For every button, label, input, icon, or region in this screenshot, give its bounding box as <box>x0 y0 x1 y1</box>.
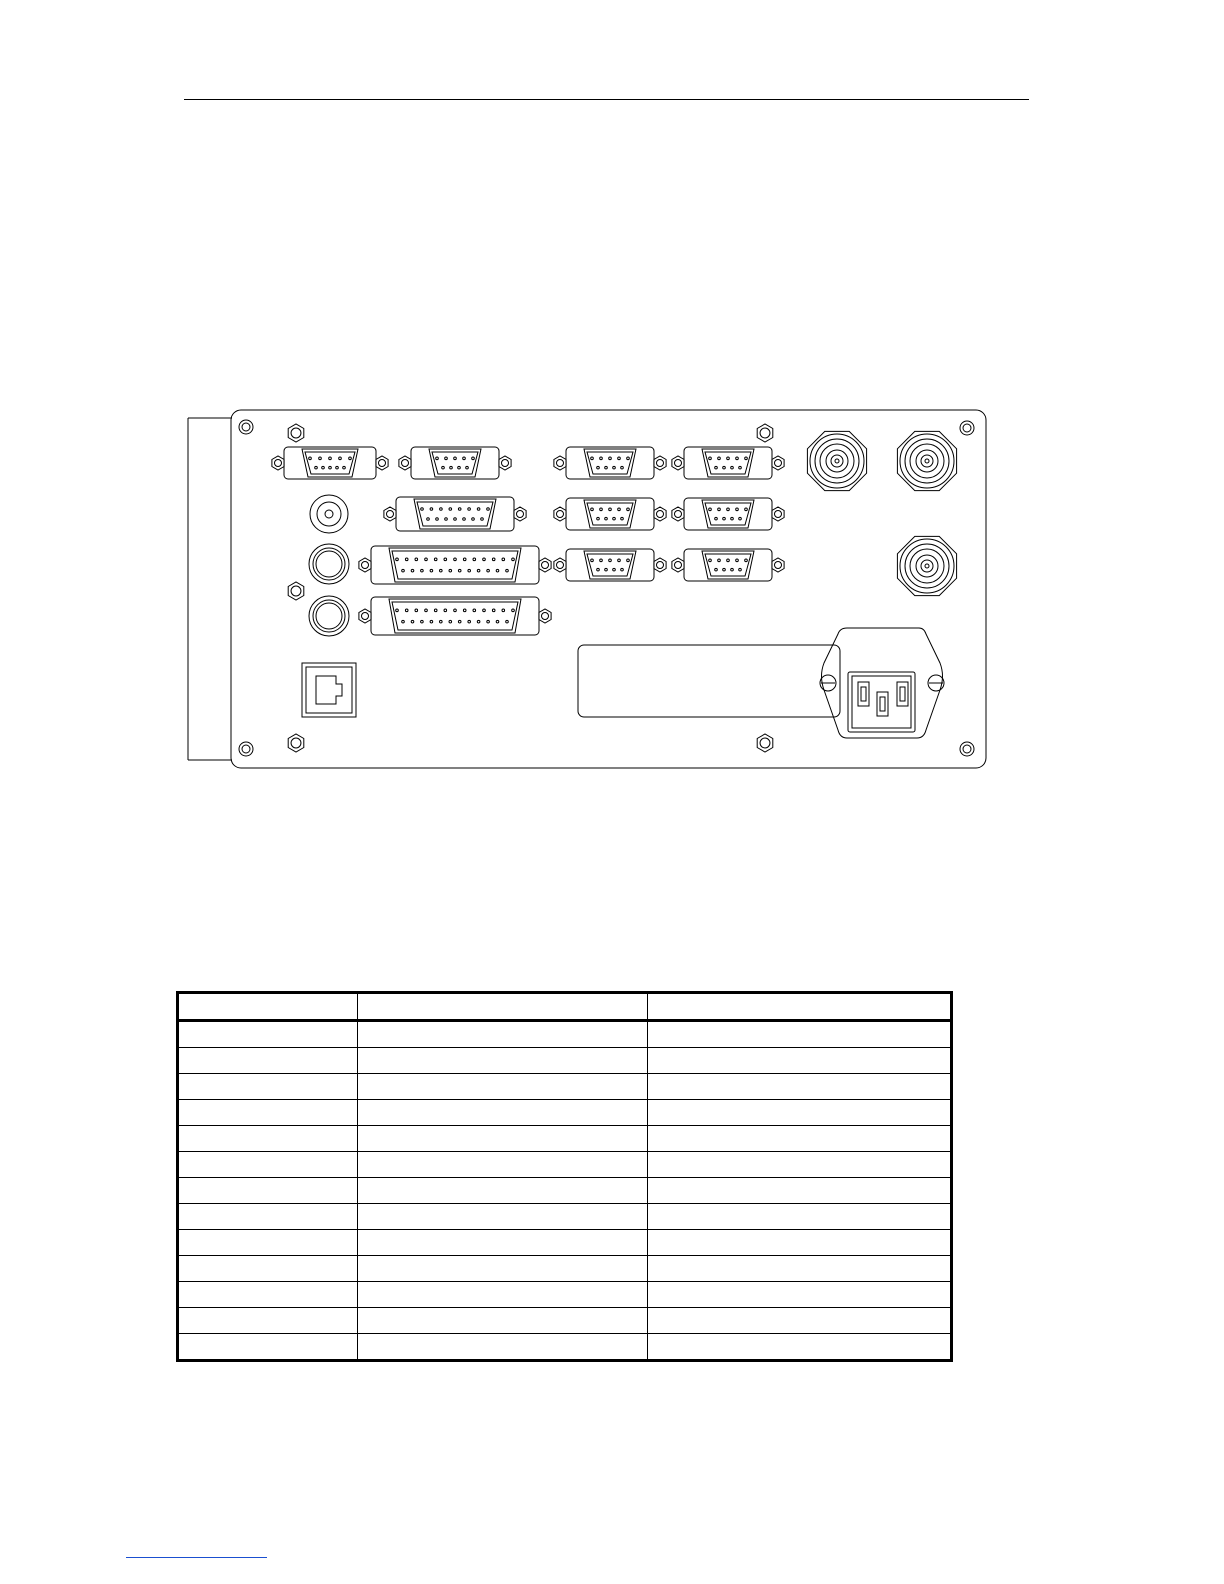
rf-connector <box>807 431 866 490</box>
table-header-cell <box>178 993 358 1021</box>
table-row <box>178 1256 952 1282</box>
table-cell <box>358 1334 648 1361</box>
table-row <box>178 1048 952 1074</box>
table-row <box>178 1334 952 1361</box>
header-rule <box>184 99 1029 100</box>
table-header-row <box>178 993 952 1021</box>
table-row <box>178 1308 952 1334</box>
table-cell <box>358 1178 648 1204</box>
table-cell <box>178 1074 358 1100</box>
rear-panel-drawing <box>180 404 995 774</box>
hex-standoff <box>757 424 773 442</box>
table-cell <box>648 1282 952 1308</box>
table-cell <box>358 1230 648 1256</box>
label-plate <box>578 645 840 717</box>
table-cell <box>178 1256 358 1282</box>
table-cell <box>648 1204 952 1230</box>
db9-connector <box>399 447 511 479</box>
table-cell <box>648 1178 952 1204</box>
table-row <box>178 1178 952 1204</box>
table-row <box>178 1074 952 1100</box>
hex-standoff <box>288 424 304 442</box>
table-cell <box>178 1178 358 1204</box>
panel-screw <box>239 420 253 434</box>
table-row <box>178 1204 952 1230</box>
table-cell <box>178 1100 358 1126</box>
table-cell <box>178 1021 358 1048</box>
rf-connector <box>897 431 956 490</box>
table-cell <box>648 1100 952 1126</box>
hex-standoff <box>288 582 304 600</box>
table-row <box>178 1152 952 1178</box>
panel-outline <box>231 410 986 768</box>
hex-standoff <box>288 734 304 752</box>
table-cell <box>358 1100 648 1126</box>
table-cell <box>648 1074 952 1100</box>
table-cell <box>178 1126 358 1152</box>
table-cell <box>648 1048 952 1074</box>
table-cell <box>178 1308 358 1334</box>
table-cell <box>648 1126 952 1152</box>
vga-connector <box>272 447 388 479</box>
power-inlet <box>820 628 944 738</box>
table-cell <box>358 1048 648 1074</box>
coax-jack-ring <box>317 502 341 526</box>
connector-table <box>176 991 953 1362</box>
panel-screw <box>960 742 974 756</box>
panel-screw <box>960 421 974 435</box>
table-cell <box>648 1230 952 1256</box>
table-cell <box>178 1230 358 1256</box>
table-cell <box>358 1021 648 1048</box>
table-cell <box>178 1152 358 1178</box>
table-row <box>178 1126 952 1152</box>
table-cell <box>358 1282 648 1308</box>
table-cell <box>648 1334 952 1361</box>
table-cell <box>358 1074 648 1100</box>
db25-connector <box>359 546 551 584</box>
table-cell <box>648 1021 952 1048</box>
db9-connector <box>554 498 666 530</box>
db25-connector <box>359 597 551 635</box>
panel-screw <box>239 742 253 756</box>
table-header-cell <box>648 993 952 1021</box>
round-socket-2 <box>309 596 349 636</box>
db15-connector <box>384 497 526 531</box>
table-row <box>178 1021 952 1048</box>
footer-link-underline[interactable] <box>126 1557 267 1558</box>
ethernet-port <box>302 663 356 717</box>
table-cell <box>178 1334 358 1361</box>
db9-connector <box>672 498 784 530</box>
table-row <box>178 1282 952 1308</box>
table-cell <box>648 1256 952 1282</box>
table-cell <box>358 1152 648 1178</box>
coax-jack-outer <box>310 495 348 533</box>
table-cell <box>178 1282 358 1308</box>
rf-connector <box>897 536 956 595</box>
table-cell <box>358 1126 648 1152</box>
coax-jack-pin <box>325 510 333 518</box>
hex-standoff <box>757 734 773 752</box>
table-cell <box>178 1204 358 1230</box>
table-header-cell <box>358 993 648 1021</box>
table-cell <box>358 1308 648 1334</box>
table-row <box>178 1230 952 1256</box>
db9-connector <box>672 549 784 581</box>
table-cell <box>648 1308 952 1334</box>
table-row <box>178 1100 952 1126</box>
db9-connector <box>554 447 666 479</box>
table-cell <box>358 1204 648 1230</box>
table-cell <box>358 1256 648 1282</box>
db9-connector <box>672 447 784 479</box>
round-socket-1 <box>309 544 349 584</box>
db9-connector <box>554 549 666 581</box>
table-cell <box>178 1048 358 1074</box>
table-cell <box>648 1152 952 1178</box>
